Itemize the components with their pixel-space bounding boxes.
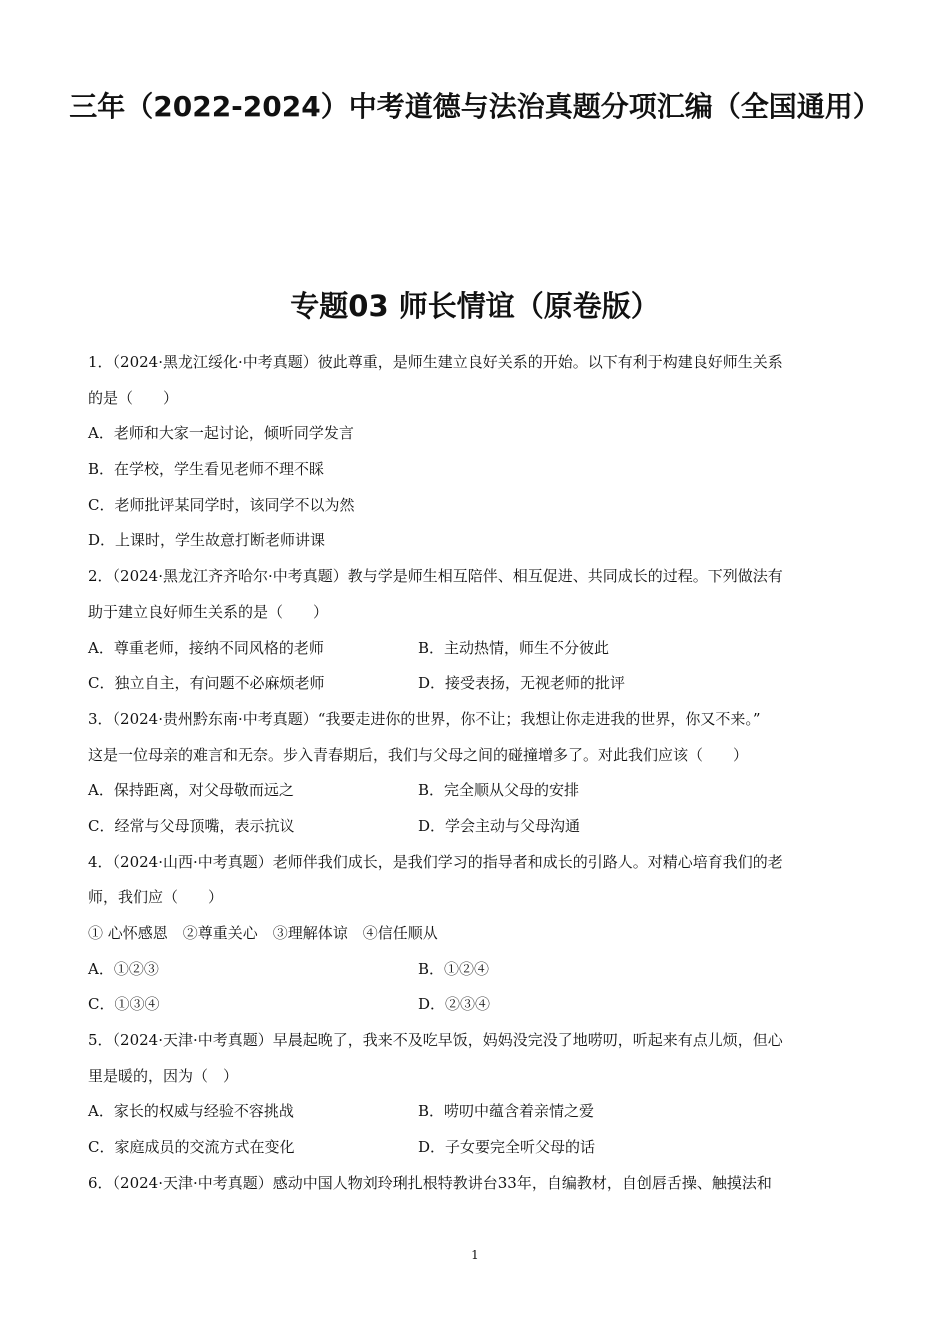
option-text: D．上课时，学生故意打断老师讲课 <box>88 531 326 550</box>
option-text: C．①③④ <box>88 995 160 1014</box>
option-text: D．接受表扬，无视老师的批评 <box>418 674 626 693</box>
option-text: A．家长的权威与经验不容挑战 <box>88 1102 294 1121</box>
option-row <box>88 666 863 702</box>
question-stem-line: 助于建立良好师生关系的是（ ） <box>88 602 329 621</box>
question-stem-line: ① 心怀感恩 ②尊重关心 ③理解体谅 ④信任顺从 <box>88 924 438 942</box>
question-block <box>88 1023 863 1166</box>
option-text: B．唠叨中蕴含着亲情之爱 <box>418 1102 595 1121</box>
option-text: B．完全顺从父母的安排 <box>418 781 580 800</box>
question-list <box>88 345 863 1202</box>
option-text: C．经常与父母顶嘴，表示抗议 <box>88 816 295 835</box>
option-text: A．保持距离，对父母敬而远之 <box>88 781 294 800</box>
question-stem-line: 5．（2024·天津·中考真题）早晨起晚了，我来不及吃早饭，妈妈没完没了地唠叨，听起来有点儿烦，但心 <box>88 1031 783 1050</box>
option-text: D．②③④ <box>418 995 491 1014</box>
option-text: B．在学校，学生看见老师不理不睬 <box>88 460 325 479</box>
option-text: C．家庭成员的交流方式在变化 <box>88 1138 295 1157</box>
question-stem-line: 3．（2024·贵州黔东南·中考真题）“我要走进你的世界，你不让；我想让你走进我的世界，你又不来。” <box>88 709 761 728</box>
option-row <box>88 1094 863 1130</box>
page-number: 1 <box>471 1248 479 1262</box>
option-text: D．学会主动与父母沟通 <box>418 816 581 835</box>
question-block <box>88 845 863 1023</box>
option-text: A．老师和大家一起讨论，倾听同学发言 <box>88 424 354 443</box>
option-row <box>88 952 863 988</box>
option-text: D．子女要完全听父母的话 <box>418 1138 596 1157</box>
question-stem-line: 里是暖的，因为（ ） <box>88 1066 239 1085</box>
question-stem-line: 的是（ ） <box>88 388 179 407</box>
question-block <box>88 702 863 845</box>
option-row <box>88 1130 863 1166</box>
question-block <box>88 345 863 559</box>
option-row <box>88 631 863 667</box>
option-text: A．①②③ <box>88 959 159 978</box>
question-stem-line: 师，我们应（ ） <box>88 888 224 907</box>
option-row <box>88 773 863 809</box>
question-stem-line: 6．（2024·天津·中考真题）感动中国人物刘玲琍扎根特教讲台33年，自编教材，自创唇舌操、触摸法和 <box>88 1173 772 1192</box>
question-stem-line: 4．（2024·山西·中考真题）老师伴我们成长，是我们学习的指导者和成长的引路人。对精心培育我们的老 <box>88 852 783 871</box>
option-row <box>88 987 863 1023</box>
document-title: 三年（2022-2024）中考道德与法治真题分项汇编（全国通用） <box>69 90 881 123</box>
document-subtitle: 专题03 师长情谊（原卷版） <box>290 289 660 323</box>
question-stem-line: 1．（2024·黑龙江绥化·中考真题）彼此尊重，是师生建立良好关系的开始。以下有利于构建良好师生关系 <box>88 353 783 371</box>
option-row <box>88 809 863 845</box>
option-text: C．独立自主，有问题不必麻烦老师 <box>88 674 325 693</box>
question-block <box>88 1166 863 1202</box>
question-stem-line: 这是一位母亲的难言和无奈。步入青春期后，我们与父母之间的碰撞增多了。对此我们应该（ ） <box>88 745 749 764</box>
question-block <box>88 559 863 702</box>
option-text: A．尊重老师，接纳不同风格的老师 <box>88 638 324 657</box>
option-text: C．老师批评某同学时，该同学不以为然 <box>88 495 355 514</box>
option-text: B．主动热情，师生不分彼此 <box>418 638 610 657</box>
option-text: B．①②④ <box>418 959 490 978</box>
question-stem-line: 2．（2024·黑龙江齐齐哈尔·中考真题）教与学是师生相互陪伴、相互促进、共同成长的过程。下列做法有 <box>88 567 783 586</box>
